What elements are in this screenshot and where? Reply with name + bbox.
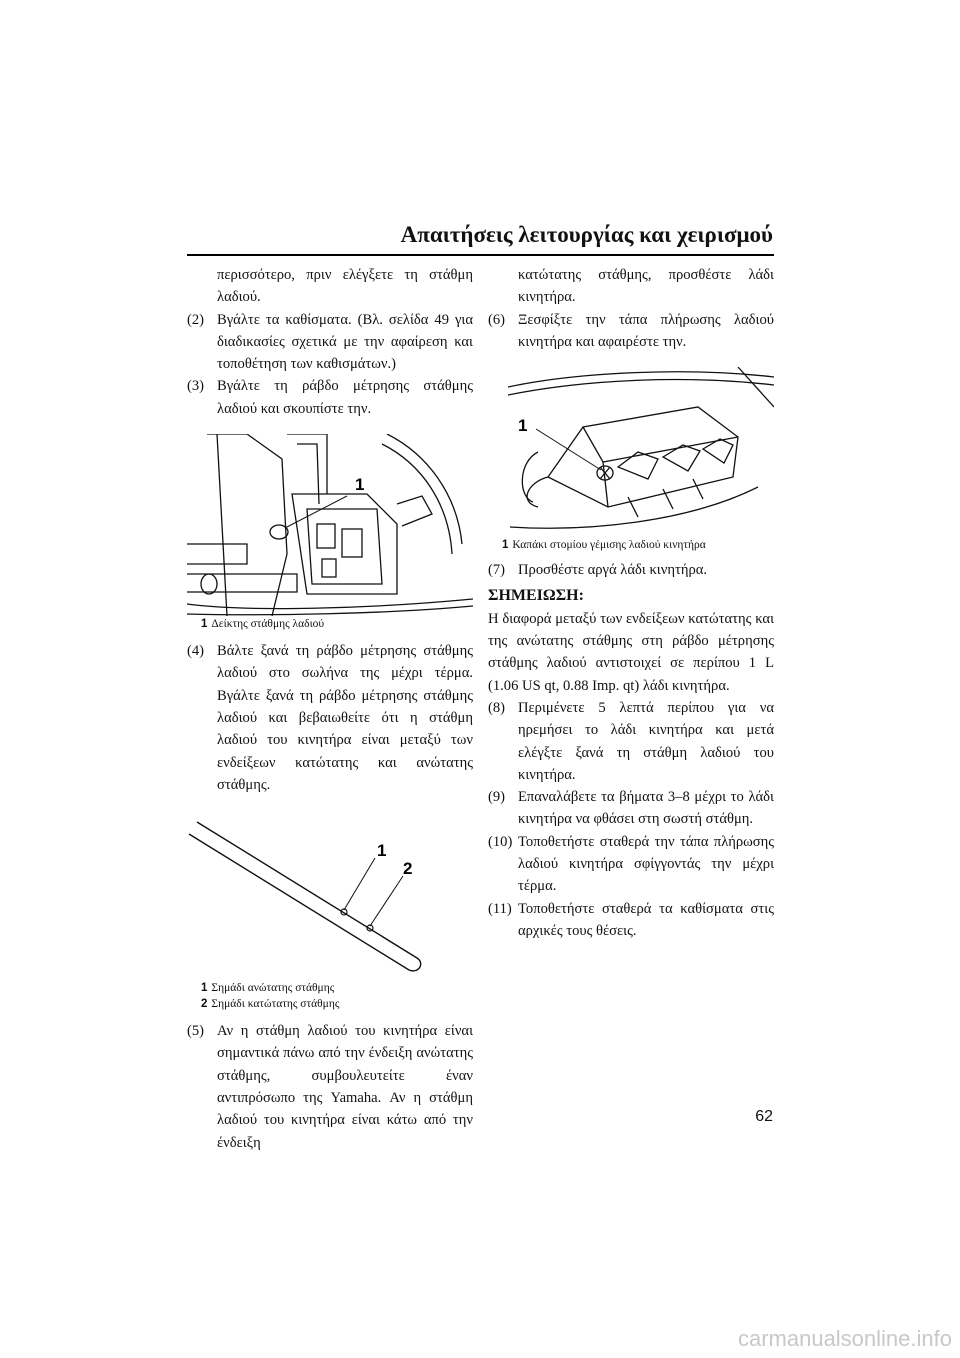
- note-text: Η διαφορά μεταξύ των ενδείξεων κατώτατης και της ανώτατης στάθμης στη ράβδο μέτρησης στάθμης λαδιού αντιστοιχεί σε περίπου 1 L (1.06 US qt, 0.88 Imp. qt) λάδι κινητήρα.: [488, 610, 774, 694]
- step-text: Προσθέστε αργά λάδι κινητήρα.: [518, 562, 708, 579]
- page-header-title: Απαιτήσεις λειτουργίας και χειρισμού: [400, 222, 773, 247]
- step-number: (2): [187, 311, 205, 328]
- fig1-callout-1: 1: [355, 475, 365, 495]
- step-3: [187, 375, 473, 420]
- right-column: [488, 264, 774, 942]
- step-6: [488, 309, 774, 354]
- figure-dipstick-location: [187, 434, 473, 616]
- step-text: Τοποθετήστε σταθερά την τάπα πλήρωσης λαδιού κινητήρα σφίγγοντάς την μέχρι τέρμα.: [518, 833, 774, 895]
- step-text: Βγάλτε τα καθίσματα. (Βλ. σελίδα 49 για διαδικασίες σχετικά με την αφαίρεση και τοποθέτηση των καθισμάτων.): [217, 311, 473, 373]
- fig3-caption: [502, 537, 774, 553]
- left-column: [187, 264, 473, 1154]
- step-text: Τοποθετήστε σταθερά τα καθίσματα στις αρχικές τους θέσεις.: [518, 900, 774, 939]
- step-number: (5): [187, 1023, 205, 1040]
- figure-oil-filler-cap: [488, 367, 774, 537]
- caption-text: Σημάδι ανώτατης στάθμης: [211, 982, 335, 995]
- step-5-continuation: κατώτατης στάθμης, προσθέστε λάδι κινητήρα.: [518, 267, 774, 306]
- step-2: [187, 309, 473, 376]
- step-text: Βάλτε ξανά τη ράβδο μέτρησης στάθμης λαδιού στο σωλήνα της μέχρι τέρμα. Βγάλτε ξανά τη ράβδο μέτρησης στάθμης λαδιού και βεβαιωθείτε ότι η στάθμη λαδιού του κινητήρα είναι μεταξύ των ενδείξεων κατώτατης και ανώτατης στάθμης.: [217, 643, 473, 793]
- caption-number: 1: [502, 539, 509, 552]
- step-10: [488, 831, 774, 898]
- note-title: ΣΗΜΕΙΩΣΗ:: [488, 587, 584, 605]
- fig2-caption-1: [201, 980, 473, 996]
- caption-number: 1: [201, 982, 208, 995]
- step-number: (11): [488, 900, 512, 917]
- step-number: (9): [488, 789, 506, 806]
- figure-dipstick-markings: [187, 810, 473, 980]
- header-rule: [187, 254, 774, 256]
- watermark: carmanualsonline.info: [737, 1326, 952, 1351]
- step-text: Αν η στάθμη λαδιού του κινητήρα είναι σημαντικά πάνω από την ένδειξη ανώτατης στάθμης, συμβουλευτείτε έναν αντιπρόσωπο της Yamaha. Αν η στάθμη λαδιού του κινητήρα είναι κάτω από την ένδειξη: [217, 1023, 473, 1151]
- caption-number: 2: [201, 998, 208, 1011]
- step-number: (4): [187, 643, 205, 660]
- fig2-callout-1: 1: [377, 841, 387, 861]
- step-number: (6): [488, 311, 506, 328]
- step-number: (3): [187, 378, 205, 395]
- caption-text: Σημάδι κατώτατης στάθμης: [211, 998, 340, 1011]
- caption-text: Καπάκι στομίου γέμισης λαδιού κινητήρα: [512, 539, 706, 552]
- step-8: [488, 697, 774, 786]
- step-number: (10): [488, 833, 513, 850]
- fig2-callout-2: 2: [403, 859, 413, 879]
- step-11: [488, 898, 774, 943]
- step-1-continuation: περισσότερο, πριν ελέγξετε τη στάθμη λαδιού.: [217, 267, 473, 306]
- step-text: Επαναλάβετε τα βήματα 3–8 μέχρι το λάδι κινητήρα να φθάσει στη σωστή στάθμη.: [518, 789, 774, 828]
- fig1-caption: [201, 616, 473, 632]
- step-text: Βγάλτε τη ράβδο μέτρησης στάθμης λαδιού και σκουπίστε την.: [217, 378, 473, 417]
- fig3-callout-1: 1: [518, 416, 528, 436]
- step-text: Ξεσφίξτε την τάπα πλήρωσης λαδιού κινητήρα και αφαιρέστε την.: [518, 311, 774, 350]
- step-7: [488, 559, 774, 581]
- step-9: [488, 786, 774, 831]
- page-number: 62: [755, 1108, 773, 1125]
- caption-text: Δείκτης στάθμης λαδιού: [211, 618, 325, 631]
- step-number: (8): [488, 699, 506, 716]
- caption-number: 1: [201, 618, 208, 631]
- step-4: [187, 640, 473, 796]
- fig2-caption-2: [201, 996, 473, 1012]
- step-number: (7): [488, 562, 506, 579]
- step-text: Περιμένετε 5 λεπτά περίπου για να ηρεμήσει το λάδι κινητήρα και μετά ελέγξτε ξανά τη στάθμη λαδιού του κινητήρα.: [518, 699, 774, 783]
- step-5: [187, 1020, 473, 1154]
